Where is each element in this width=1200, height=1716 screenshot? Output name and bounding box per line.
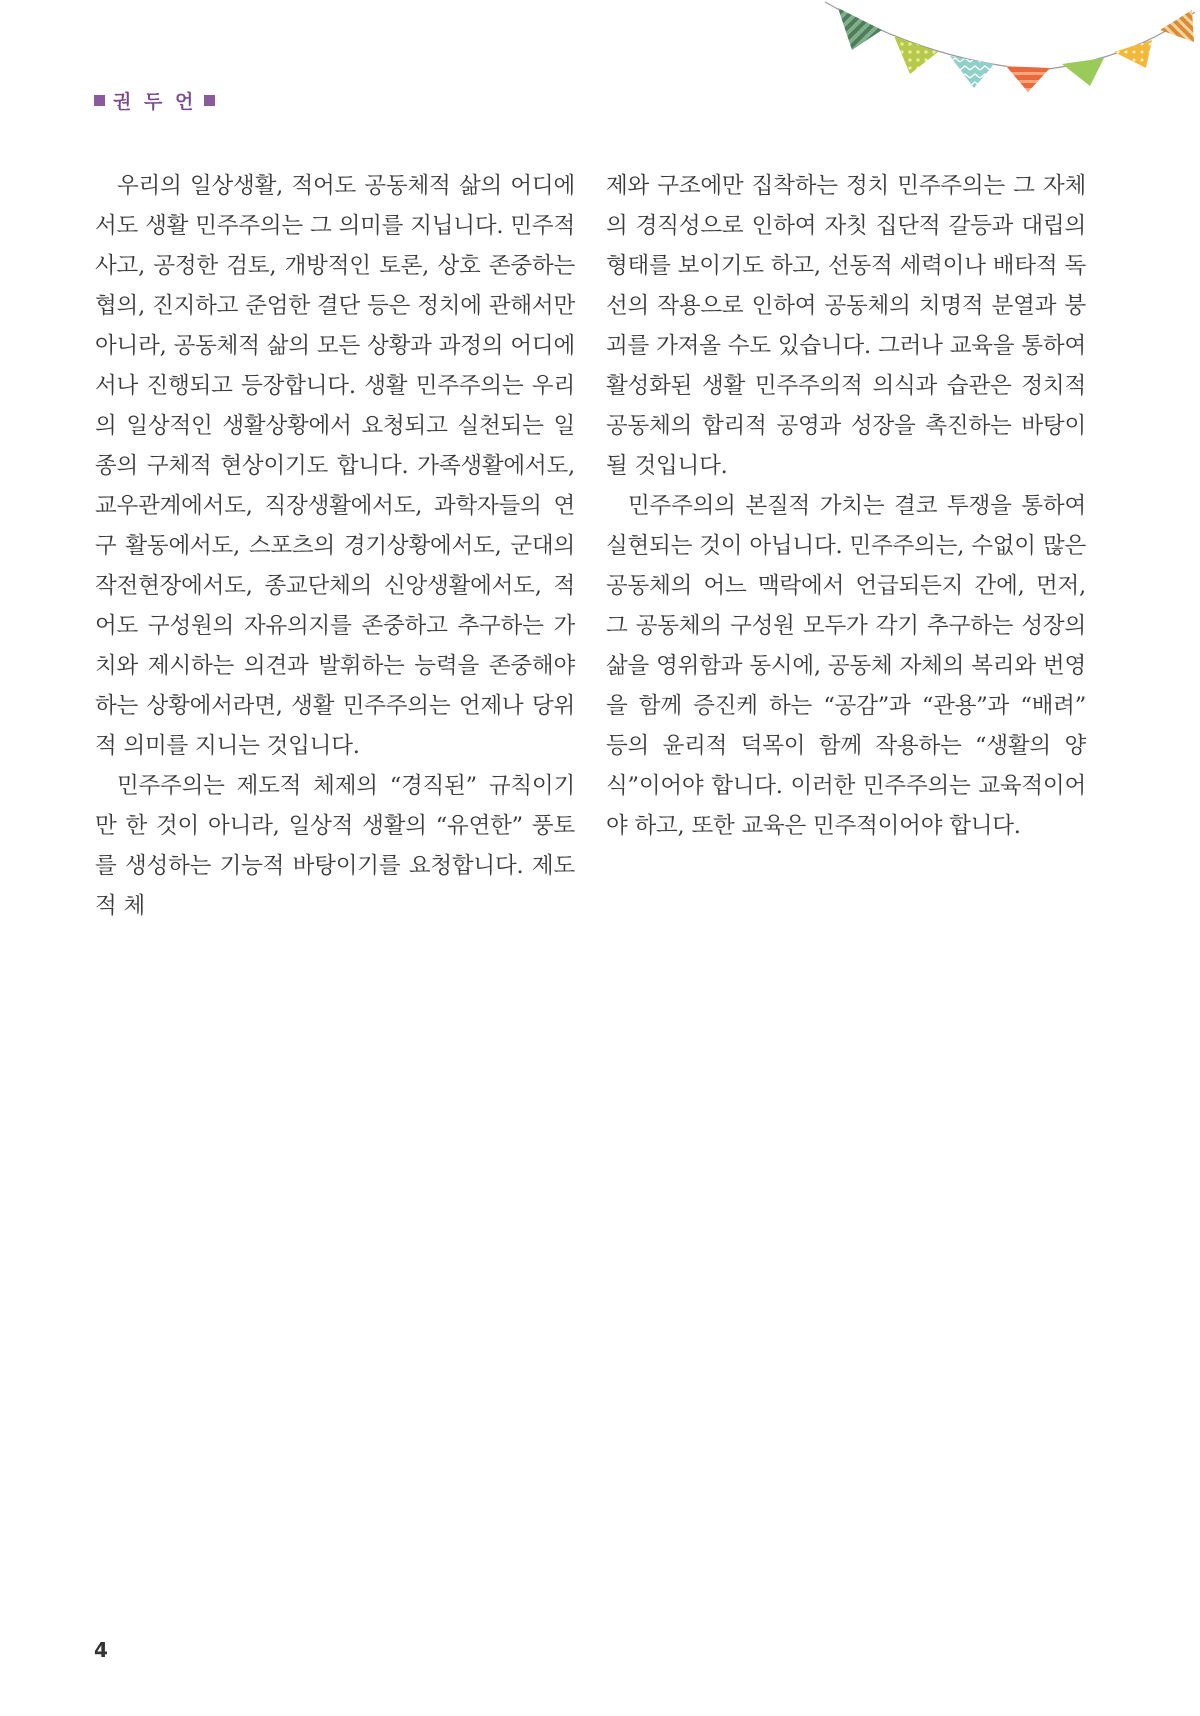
author-name: 권 두 언: [113, 90, 197, 113]
page-number: 4: [94, 1638, 108, 1662]
author-tag-bullet-left: [94, 95, 105, 106]
bunting-flag: [838, 8, 882, 50]
article-paragraph: 민주주의는 제도적 체제의 “경직된” 규칙이기만 한 것이 아니라, 일상적 생활의 “유연한” 풍토를 생성하는 기능적 바탕이기를 요청합니다. 제도적 체: [95, 773, 575, 919]
article-column-left: [95, 166, 575, 926]
author-tag-bullet-right: [204, 95, 215, 106]
bunting-flag: [894, 36, 938, 74]
article-paragraph: 민주주의의 본질적 가치는 결코 투쟁을 통하여 실현되는 것이 아닙니다. 민주주의는, 수없이 많은 공동체의 어느 맥락에서 언급되든지 간에, 먼저, 그 공동체의 구성원 모두가 각기 추구하는 성장의 삶을 영위함과 동시에, 공동체 자체의 복리와 번영을 함께 증진케 하는 “공감”과 “관용”과 “배려” 등의 윤리적 덕목이 함께 작용하는 “생활의 양식”이어야 합니다. 이러한 민주주의는 교육적이어야 하고, 또한 교육은 민주적이어야 합니다.: [606, 493, 1086, 839]
bunting-flag: [950, 56, 994, 88]
article-column-right: [606, 166, 1086, 846]
bunting-flag: [1062, 58, 1104, 86]
bunting-flag: [1114, 40, 1152, 68]
article-paragraph-continued: 제와 구조에만 집착하는 정치 민주주의는 그 자체의 경직성으로 인하여 자칫 집단적 갈등과 대립의 형태를 보이기도 하고, 선동적 세력이나 배타적 독선의 작용으로 인하여 공동체의 치명적 분열과 붕괴를 가져올 수도 있습니다. 그러나 교육을 통하여 활성화된 생활 민주주의적 의식과 습관은 정치적 공동체의 합리적 공영과 성장을 촉진하는 바탕이 될 것입니다.: [606, 173, 1086, 479]
bunting-flag: [1006, 66, 1050, 92]
bunting-flag: [1160, 10, 1194, 42]
bunting-decoration: [810, 0, 1200, 110]
author-tag: [94, 86, 215, 114]
article-paragraph: 우리의 일상생활, 적어도 공동체적 삶의 어디에서도 생활 민주주의는 그 의미를 지닙니다. 민주적 사고, 공정한 검토, 개방적인 토론, 상호 존중하는 협의, 진지하고 준엄한 결단 등은 정치에 관해서만 아니라, 공동체적 삶의 모든 상황과 과정의 어디에서나 진행되고 등장합니다. 생활 민주주의는 우리의 일상적인 생활상황에서 요청되고 실천되는 일종의 구체적 현상이기도 합니다. 가족생활에서도, 교우관계에서도, 직장생활에서도, 과학자들의 연구 활동에서도, 스포츠의 경기상황에서도, 군대의 작전현장에서도, 종교단체의 신앙생활에서도, 적어도 구성원의 자유의지를 존중하고 추구하는 가치와 제시하는 의견과 발휘하는 능력을 존중해야 하는 상황에서라면, 생활 민주주의는 언제나 당위적 의미를 지니는 것입니다.: [95, 173, 575, 759]
